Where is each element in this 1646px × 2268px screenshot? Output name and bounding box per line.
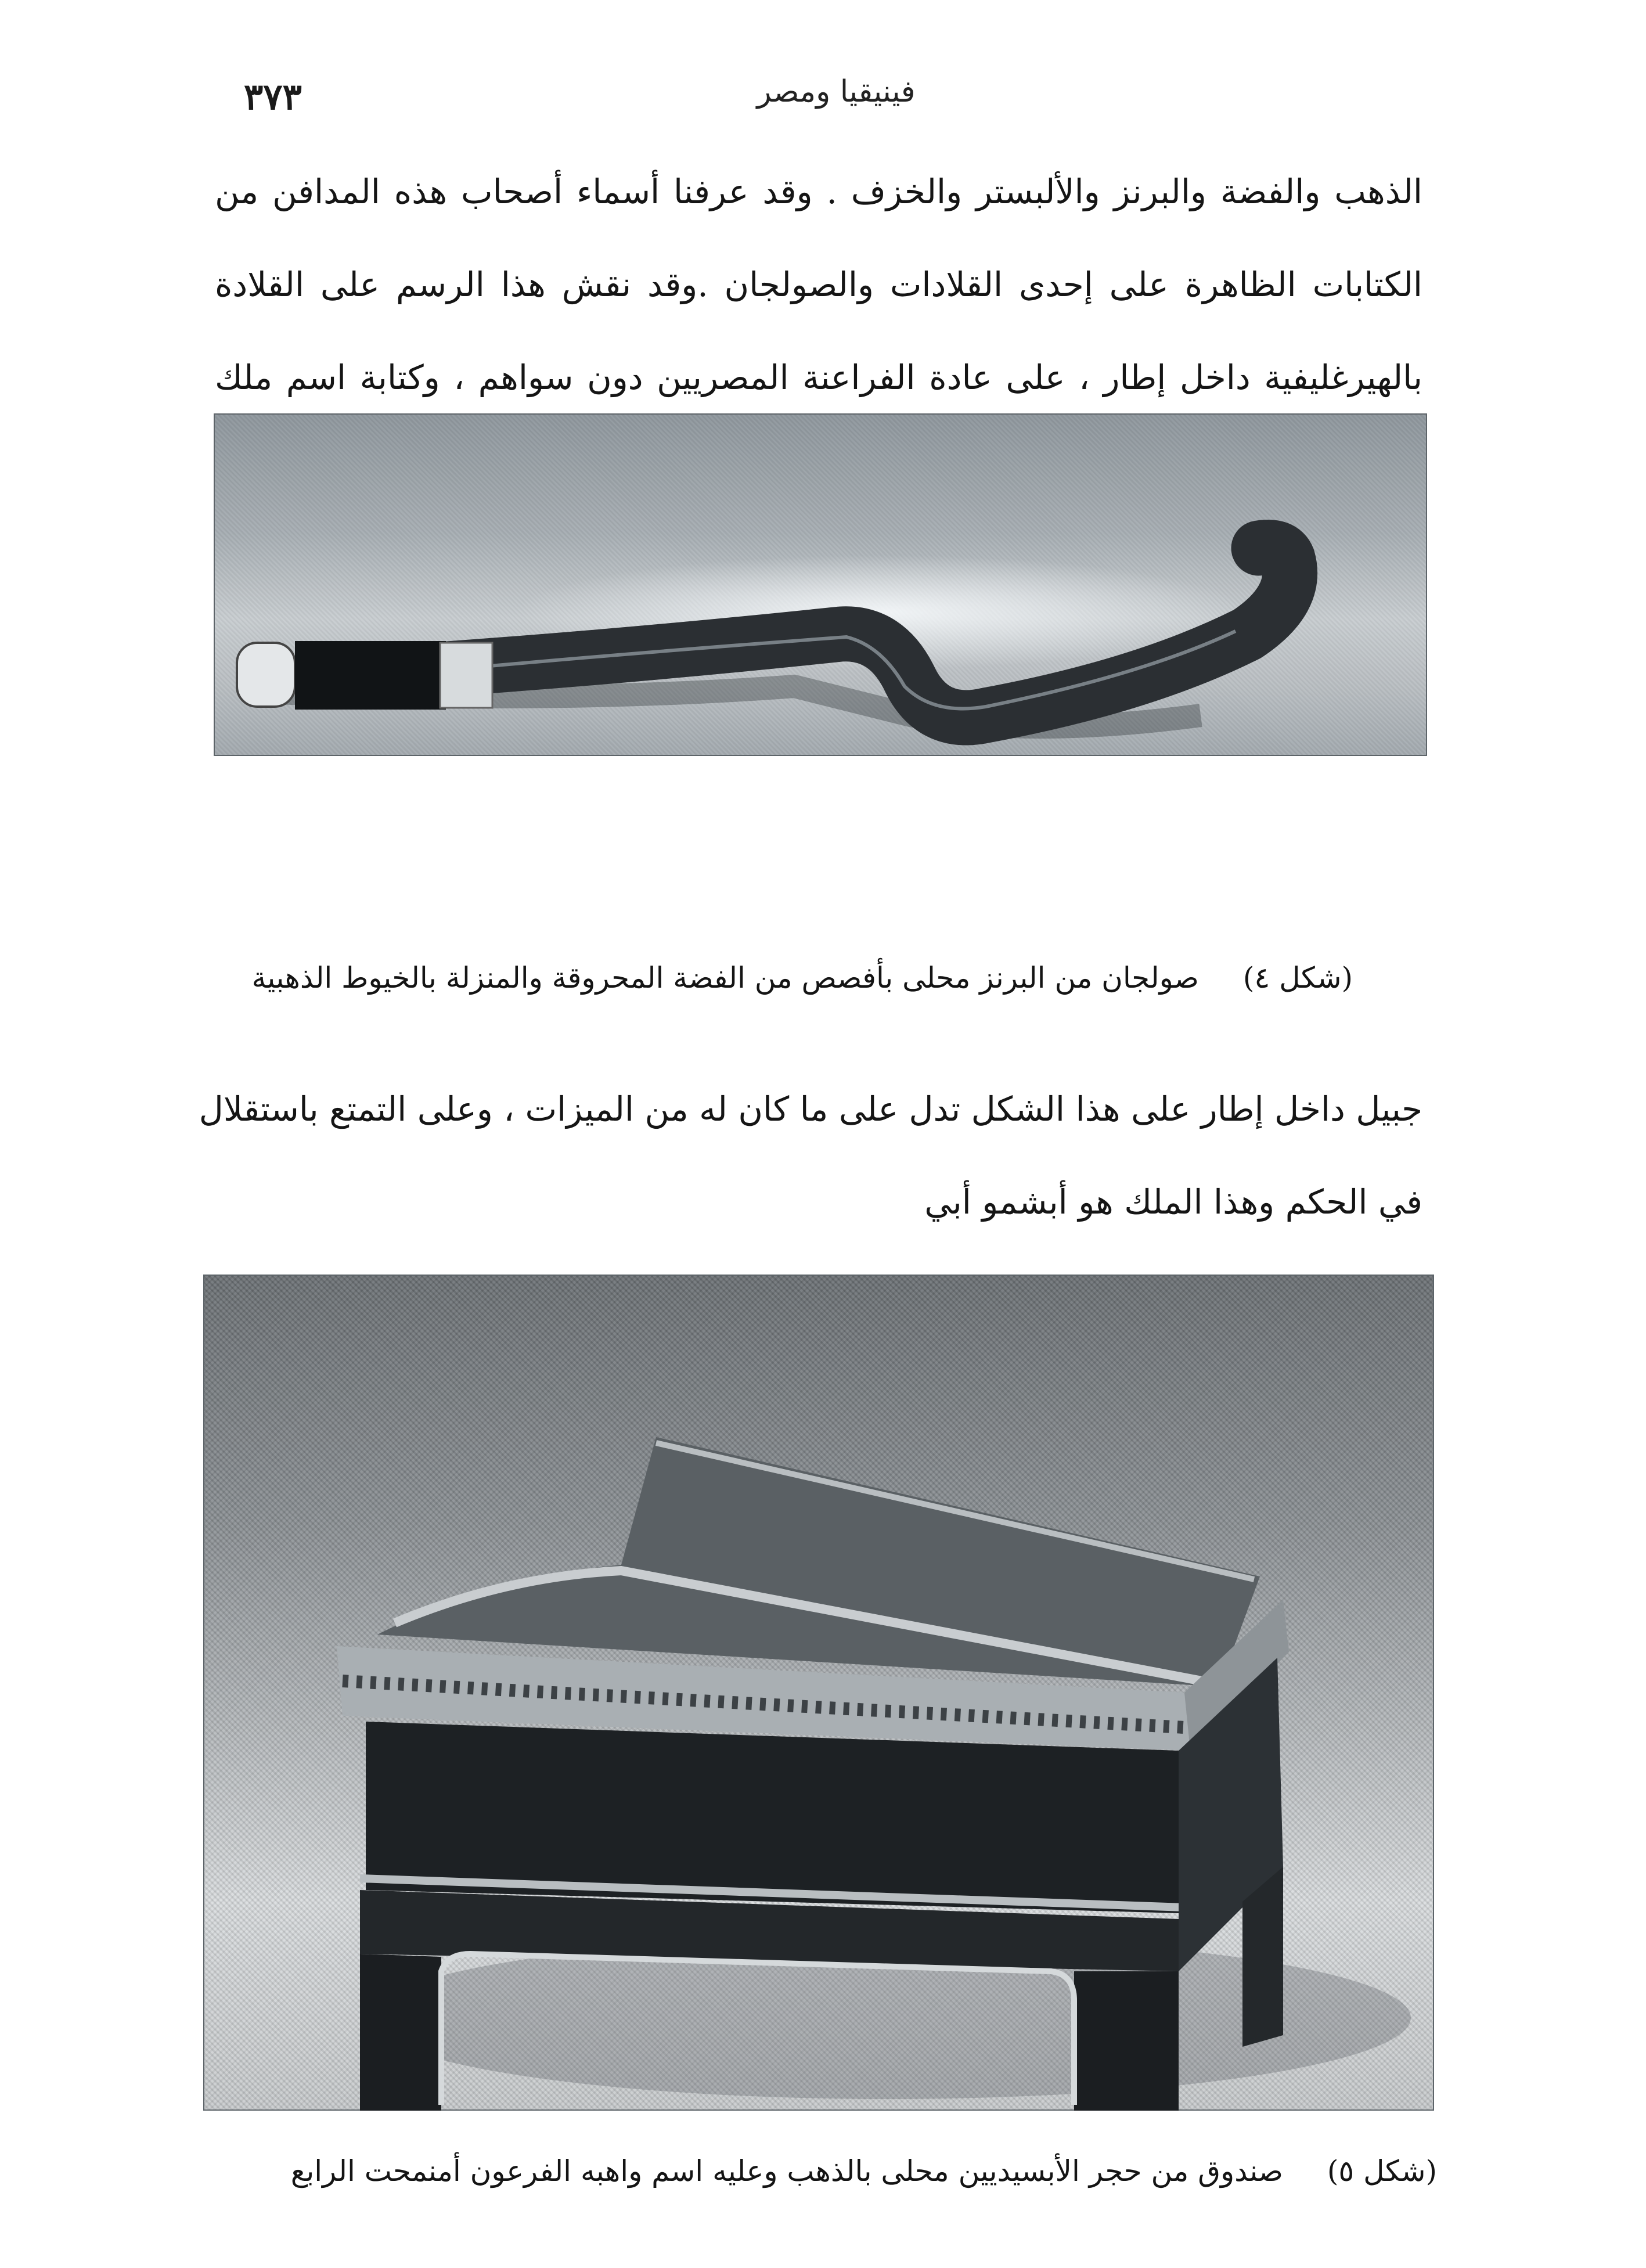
paragraph-2 bbox=[199, 1063, 1422, 1248]
caption-text: صندوق من حجر الأبسيديين محلى بالذهب وعليه اسم واهبه الفرعون أمنمحت الرابع bbox=[290, 2154, 1283, 2188]
figure-label: (شكل ٤) bbox=[1242, 961, 1353, 995]
figure-4-scepter-photo bbox=[214, 413, 1427, 756]
page-number: ٣٧٣ bbox=[244, 75, 302, 118]
figure-5-caption bbox=[200, 2154, 1437, 2188]
scepter-illustration-icon bbox=[214, 413, 1427, 756]
figure-label: (شكل ٥) bbox=[1327, 2154, 1437, 2188]
figure-5-chest-photo bbox=[203, 1275, 1434, 2111]
text-line: الذهب والفضة والبرنز والألبستر والخزف . وقد عرفنا أسماء أصحاب هذه المدافن من bbox=[215, 172, 1422, 211]
text-line: في الحكم وهذا الملك هو أبشمو أبي bbox=[924, 1182, 1422, 1222]
text-line: بالهيرغليفية داخل إطار ، على عادة الفراعنة المصريين دون سواهم ، وكتابة اسم ملك bbox=[215, 358, 1422, 397]
running-head bbox=[0, 64, 1646, 134]
text-line: الكتابات الظاهرة على إحدى القلادات والصولجان .وقد نقش هذا الرسم على القلادة bbox=[215, 265, 1422, 304]
caption-text: صولجان من البرنز محلى بأفصص من الفضة المحروقة والمنزلة بالخيوط الذهبية bbox=[251, 961, 1199, 995]
running-title: فينيقيا ومصر bbox=[757, 74, 916, 109]
figure-4-caption bbox=[250, 961, 1353, 995]
text-line: جبيل داخل إطار على هذا الشكل تدل على ما كان له من الميزات ، وعلى التمتع باستقلال bbox=[199, 1089, 1422, 1129]
obsidian-chest-illustration-icon bbox=[203, 1275, 1434, 2111]
paragraph-1 bbox=[215, 145, 1422, 424]
